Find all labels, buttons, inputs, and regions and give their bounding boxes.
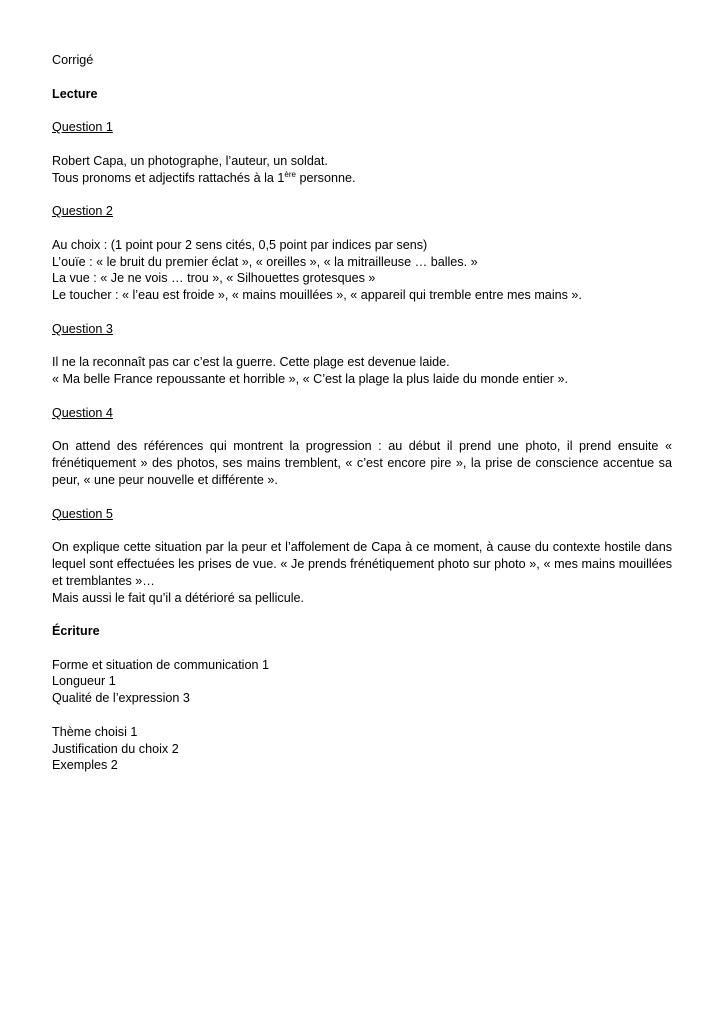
question-2-answer-line: Le toucher : « l’eau est froide », « mains mouillées », « appareil qui tremble entre mes mains ».	[52, 288, 582, 303]
question-3-answer-line: « Ma belle France repoussante et horrible », « C’est la plage la plus laide du monde entier ».	[52, 372, 568, 387]
question-5-answer-line: Mais aussi le fait qu’il a détérioré sa pellicule.	[52, 590, 304, 605]
grading-item: Justification du choix 2	[52, 741, 179, 756]
grading-item: Forme et situation de communication 1	[52, 657, 269, 672]
document-content	[52, 52, 672, 774]
question-5-label: Question 5	[52, 506, 113, 521]
grading-item: Longueur 1	[52, 674, 116, 689]
question-2-answer-line: L’ouïe : « le bruit du premier éclat », « oreilles », « la mitrailleuse … balles. »	[52, 254, 478, 269]
question-2-answer-line: La vue : « Je ne vois … trou », « Silhouettes grotesques »	[52, 271, 376, 286]
superscript: ère	[284, 169, 296, 179]
question-1-answer-line: Robert Capa, un photographe, l’auteur, un soldat.	[52, 153, 328, 168]
question-1-text: personne.	[295, 170, 356, 185]
question-4-answer: On attend des références qui montrent la progression : au début il prend une photo, il prend ensuite « frénétiquement » des photos, ses mains tremblent, « c’est encore pire », la prise de conscience accentue sa peur, « une peur nouvelle et différente ».	[52, 439, 672, 487]
question-3-answer-line: Il ne la reconnaît pas car c’est la guerre. Cette plage est devenue laide.	[52, 355, 450, 370]
grading-item: Thème choisi 1	[52, 724, 138, 739]
corrige-heading: Corrigé	[52, 53, 94, 67]
question-1-text: Tous pronoms et adjectifs rattachés à la 1	[52, 170, 285, 185]
grading-item: Exemples 2	[52, 758, 118, 773]
question-3-label: Question 3	[52, 321, 113, 336]
grading-item: Qualité de l’expression 3	[52, 691, 190, 706]
question-5-answer: On explique cette situation par la peur et l’affolement de Capa à ce moment, à cause du contexte hostile dans lequel sont effectuées les prises de vue. « Je prends frénétiquement photo sur photo », « mes mains mouillées et tremblantes »…	[52, 540, 672, 588]
question-2-answer-line: Au choix : (1 point pour 2 sens cités, 0,5 point par indices par sens)	[52, 237, 428, 252]
lecture-heading: Lecture	[52, 86, 98, 101]
question-4-label: Question 4	[52, 405, 113, 420]
question-1-label: Question 1	[52, 120, 113, 135]
question-2-label: Question 2	[52, 204, 113, 219]
ecriture-heading: Écriture	[52, 624, 100, 639]
question-1-answer-line	[52, 170, 672, 187]
